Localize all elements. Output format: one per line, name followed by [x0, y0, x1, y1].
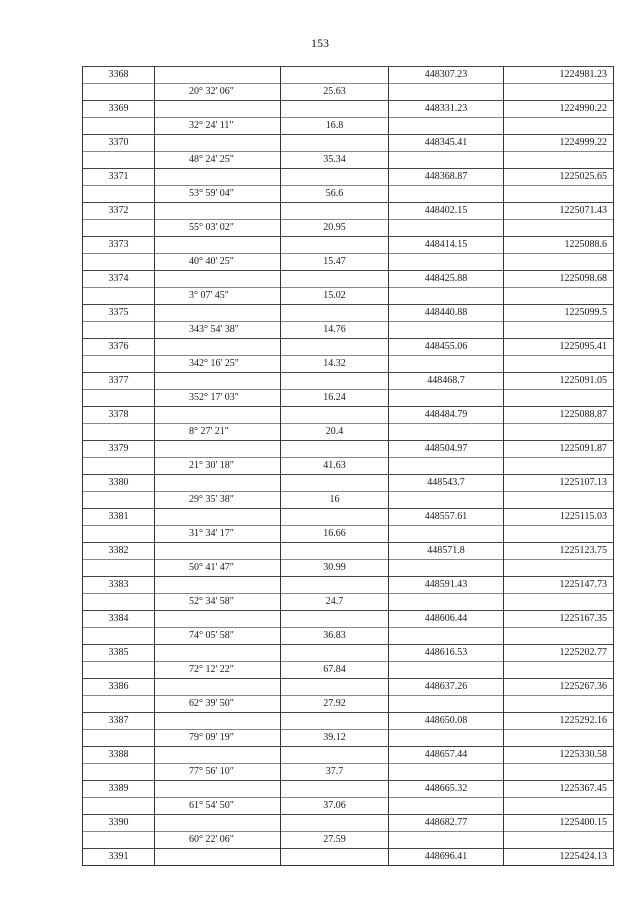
bearing-cell: 79° 09' 19" [155, 730, 281, 747]
x-coordinate-cell: 448414.15 [389, 237, 504, 254]
y-coordinate-cell: 1225330.58 [504, 747, 614, 764]
table-row [83, 526, 614, 543]
empty-cell [504, 798, 614, 815]
empty-cell [281, 475, 389, 492]
empty-cell [155, 611, 281, 628]
distance-cell: 15.47 [281, 254, 389, 271]
bearing-cell: 343° 54' 38" [155, 322, 281, 339]
empty-cell [281, 237, 389, 254]
table-row [83, 339, 614, 356]
empty-cell [155, 339, 281, 356]
x-coordinate-cell: 448637.26 [389, 679, 504, 696]
x-coordinate-cell: 448606.44 [389, 611, 504, 628]
empty-cell [504, 84, 614, 101]
empty-cell [155, 645, 281, 662]
table-row [83, 288, 614, 305]
empty-cell [83, 798, 155, 815]
table-row [83, 560, 614, 577]
y-coordinate-cell: 1225095.41 [504, 339, 614, 356]
distance-cell: 39.12 [281, 730, 389, 747]
distance-cell: 20.95 [281, 220, 389, 237]
empty-cell [389, 186, 504, 203]
table-row [83, 407, 614, 424]
empty-cell [504, 628, 614, 645]
distance-cell: 36.83 [281, 628, 389, 645]
empty-cell [281, 203, 389, 220]
empty-cell [504, 458, 614, 475]
empty-cell [83, 424, 155, 441]
empty-cell [389, 594, 504, 611]
table-row [83, 679, 614, 696]
empty-cell [281, 781, 389, 798]
distance-cell: 14.76 [281, 322, 389, 339]
empty-cell [389, 118, 504, 135]
empty-cell [155, 305, 281, 322]
empty-cell [155, 407, 281, 424]
bearing-cell: 31° 34' 17" [155, 526, 281, 543]
point-number-cell: 3377 [83, 373, 155, 390]
empty-cell [389, 390, 504, 407]
empty-cell [389, 832, 504, 849]
distance-cell: 37.7 [281, 764, 389, 781]
empty-cell [155, 747, 281, 764]
table-row [83, 271, 614, 288]
empty-cell [281, 543, 389, 560]
empty-cell [155, 475, 281, 492]
table-row [83, 730, 614, 747]
y-coordinate-cell: 1225107.13 [504, 475, 614, 492]
table-row [83, 220, 614, 237]
bearing-cell: 8° 27' 21" [155, 424, 281, 441]
table-row [83, 662, 614, 679]
empty-cell [155, 169, 281, 186]
empty-cell [389, 764, 504, 781]
x-coordinate-cell: 448657.44 [389, 747, 504, 764]
table-row [83, 118, 614, 135]
y-coordinate-cell: 1225091.87 [504, 441, 614, 458]
empty-cell [389, 220, 504, 237]
x-coordinate-cell: 448307.23 [389, 67, 504, 84]
empty-cell [504, 220, 614, 237]
distance-cell: 67.84 [281, 662, 389, 679]
empty-cell [155, 679, 281, 696]
table-row [83, 577, 614, 594]
empty-cell [83, 458, 155, 475]
bearing-cell: 3° 07' 45" [155, 288, 281, 305]
empty-cell [281, 407, 389, 424]
empty-cell [504, 832, 614, 849]
empty-cell [83, 84, 155, 101]
y-coordinate-cell: 1224981.23 [504, 67, 614, 84]
empty-cell [281, 645, 389, 662]
x-coordinate-cell: 448665.32 [389, 781, 504, 798]
y-coordinate-cell: 1225147.73 [504, 577, 614, 594]
table-row [83, 713, 614, 730]
table-row [83, 373, 614, 390]
x-coordinate-cell: 448455.06 [389, 339, 504, 356]
bearing-cell: 20° 32' 06" [155, 84, 281, 101]
empty-cell [504, 288, 614, 305]
distance-cell: 16.8 [281, 118, 389, 135]
y-coordinate-cell: 1225267.36 [504, 679, 614, 696]
x-coordinate-cell: 448557.61 [389, 509, 504, 526]
distance-cell: 27.59 [281, 832, 389, 849]
point-number-cell: 3386 [83, 679, 155, 696]
empty-cell [504, 594, 614, 611]
empty-cell [389, 356, 504, 373]
empty-cell [504, 390, 614, 407]
empty-cell [281, 135, 389, 152]
empty-cell [83, 696, 155, 713]
table-row [83, 696, 614, 713]
y-coordinate-cell: 1225088.87 [504, 407, 614, 424]
empty-cell [281, 815, 389, 832]
bearing-cell: 21° 30' 18" [155, 458, 281, 475]
x-coordinate-cell: 448696.41 [389, 849, 504, 866]
table-row [83, 815, 614, 832]
table-row [83, 509, 614, 526]
empty-cell [83, 492, 155, 509]
table-row [83, 441, 614, 458]
x-coordinate-cell: 448571.8 [389, 543, 504, 560]
empty-cell [389, 84, 504, 101]
table-row [83, 781, 614, 798]
empty-cell [83, 254, 155, 271]
table-row [83, 67, 614, 84]
point-number-cell: 3391 [83, 849, 155, 866]
empty-cell [389, 628, 504, 645]
bearing-cell: 55° 03' 02" [155, 220, 281, 237]
bearing-cell: 48° 24' 25" [155, 152, 281, 169]
empty-cell [504, 492, 614, 509]
empty-cell [83, 152, 155, 169]
empty-cell [155, 237, 281, 254]
point-number-cell: 3376 [83, 339, 155, 356]
distance-cell: 14.32 [281, 356, 389, 373]
table-row [83, 458, 614, 475]
point-number-cell: 3370 [83, 135, 155, 152]
point-number-cell: 3389 [83, 781, 155, 798]
empty-cell [281, 679, 389, 696]
distance-cell: 24.7 [281, 594, 389, 611]
bearing-cell: 32° 24' 11" [155, 118, 281, 135]
empty-cell [155, 67, 281, 84]
y-coordinate-cell: 1224990.22 [504, 101, 614, 118]
point-number-cell: 3375 [83, 305, 155, 322]
table-row [83, 492, 614, 509]
bearing-cell: 40° 40' 25" [155, 254, 281, 271]
bearing-cell: 74° 05' 58" [155, 628, 281, 645]
empty-cell [83, 594, 155, 611]
table-row [83, 594, 614, 611]
empty-cell [389, 424, 504, 441]
empty-cell [389, 730, 504, 747]
x-coordinate-cell: 448616.53 [389, 645, 504, 662]
distance-cell: 16 [281, 492, 389, 509]
empty-cell [281, 849, 389, 866]
x-coordinate-cell: 448504.97 [389, 441, 504, 458]
point-number-cell: 3382 [83, 543, 155, 560]
x-coordinate-cell: 448345.41 [389, 135, 504, 152]
table-row [83, 254, 614, 271]
empty-cell [83, 526, 155, 543]
point-number-cell: 3381 [83, 509, 155, 526]
table-row [83, 849, 614, 866]
table-row [83, 135, 614, 152]
empty-cell [389, 288, 504, 305]
empty-cell [155, 271, 281, 288]
point-number-cell: 3383 [83, 577, 155, 594]
empty-cell [281, 611, 389, 628]
empty-cell [281, 441, 389, 458]
empty-cell [281, 577, 389, 594]
table-row [83, 101, 614, 118]
point-number-cell: 3388 [83, 747, 155, 764]
empty-cell [504, 186, 614, 203]
point-number-cell: 3380 [83, 475, 155, 492]
y-coordinate-cell: 1225091.05 [504, 373, 614, 390]
distance-cell: 16.24 [281, 390, 389, 407]
x-coordinate-cell: 448440.88 [389, 305, 504, 322]
table-row [83, 356, 614, 373]
empty-cell [389, 526, 504, 543]
empty-cell [281, 509, 389, 526]
table-row [83, 764, 614, 781]
table-row [83, 424, 614, 441]
y-coordinate-cell: 1225292.16 [504, 713, 614, 730]
x-coordinate-cell: 448331.23 [389, 101, 504, 118]
x-coordinate-cell: 448682.77 [389, 815, 504, 832]
empty-cell [83, 764, 155, 781]
empty-cell [504, 560, 614, 577]
point-number-cell: 3379 [83, 441, 155, 458]
empty-cell [155, 849, 281, 866]
point-number-cell: 3385 [83, 645, 155, 662]
empty-cell [155, 101, 281, 118]
empty-cell [504, 356, 614, 373]
empty-cell [281, 169, 389, 186]
empty-cell [281, 101, 389, 118]
empty-cell [83, 730, 155, 747]
empty-cell [504, 662, 614, 679]
empty-cell [389, 152, 504, 169]
empty-cell [504, 526, 614, 543]
table-row [83, 798, 614, 815]
y-coordinate-cell: 1224999.22 [504, 135, 614, 152]
empty-cell [389, 696, 504, 713]
x-coordinate-cell: 448368.87 [389, 169, 504, 186]
x-coordinate-cell: 448425.88 [389, 271, 504, 288]
point-number-cell: 3390 [83, 815, 155, 832]
bearing-cell: 53° 59' 04" [155, 186, 281, 203]
table-row [83, 747, 614, 764]
point-number-cell: 3374 [83, 271, 155, 288]
y-coordinate-cell: 1225123.75 [504, 543, 614, 560]
table-row [83, 203, 614, 220]
table-row [83, 645, 614, 662]
table-row [83, 475, 614, 492]
empty-cell [389, 492, 504, 509]
empty-cell [83, 560, 155, 577]
empty-cell [155, 577, 281, 594]
distance-cell: 25.63 [281, 84, 389, 101]
bearing-cell: 60° 22' 06" [155, 832, 281, 849]
x-coordinate-cell: 448543.7 [389, 475, 504, 492]
empty-cell [83, 220, 155, 237]
survey-table-body [83, 67, 614, 866]
bearing-cell: 72° 12' 22" [155, 662, 281, 679]
table-row [83, 169, 614, 186]
bearing-cell: 61° 54' 50" [155, 798, 281, 815]
distance-cell: 35.34 [281, 152, 389, 169]
distance-cell: 41.63 [281, 458, 389, 475]
empty-cell [281, 305, 389, 322]
point-number-cell: 3371 [83, 169, 155, 186]
table-row [83, 543, 614, 560]
empty-cell [83, 390, 155, 407]
empty-cell [504, 424, 614, 441]
x-coordinate-cell: 448650.08 [389, 713, 504, 730]
table-row [83, 390, 614, 407]
empty-cell [389, 458, 504, 475]
empty-cell [83, 832, 155, 849]
distance-cell: 27.92 [281, 696, 389, 713]
empty-cell [155, 441, 281, 458]
empty-cell [83, 118, 155, 135]
empty-cell [281, 339, 389, 356]
empty-cell [155, 203, 281, 220]
bearing-cell: 29° 35' 38" [155, 492, 281, 509]
y-coordinate-cell: 1225202.77 [504, 645, 614, 662]
y-coordinate-cell: 1225071.43 [504, 203, 614, 220]
empty-cell [389, 560, 504, 577]
distance-cell: 20.4 [281, 424, 389, 441]
point-number-cell: 3373 [83, 237, 155, 254]
page-number: 153 [311, 36, 329, 50]
y-coordinate-cell: 1225400.15 [504, 815, 614, 832]
bearing-cell: 77° 56' 10" [155, 764, 281, 781]
table-row [83, 322, 614, 339]
y-coordinate-cell: 1225099.5 [504, 305, 614, 322]
y-coordinate-cell: 1225424.13 [504, 849, 614, 866]
empty-cell [504, 152, 614, 169]
empty-cell [281, 271, 389, 288]
empty-cell [281, 67, 389, 84]
empty-cell [504, 118, 614, 135]
distance-cell: 15.02 [281, 288, 389, 305]
y-coordinate-cell: 1225025.65 [504, 169, 614, 186]
empty-cell [155, 135, 281, 152]
x-coordinate-cell: 448484.79 [389, 407, 504, 424]
empty-cell [155, 713, 281, 730]
point-number-cell: 3368 [83, 67, 155, 84]
empty-cell [155, 815, 281, 832]
empty-cell [83, 322, 155, 339]
x-coordinate-cell: 448402.15 [389, 203, 504, 220]
y-coordinate-cell: 1225088.6 [504, 237, 614, 254]
bearing-cell: 342° 16' 25" [155, 356, 281, 373]
empty-cell [83, 628, 155, 645]
empty-cell [155, 543, 281, 560]
x-coordinate-cell: 448591.43 [389, 577, 504, 594]
y-coordinate-cell: 1225098.68 [504, 271, 614, 288]
empty-cell [83, 662, 155, 679]
distance-cell: 16.66 [281, 526, 389, 543]
empty-cell [83, 186, 155, 203]
table-row [83, 152, 614, 169]
empty-cell [281, 373, 389, 390]
table-row [83, 832, 614, 849]
empty-cell [281, 747, 389, 764]
table-row [83, 186, 614, 203]
distance-cell: 30.99 [281, 560, 389, 577]
point-number-cell: 3378 [83, 407, 155, 424]
empty-cell [389, 322, 504, 339]
empty-cell [281, 713, 389, 730]
bearing-cell: 62° 39' 50" [155, 696, 281, 713]
empty-cell [389, 254, 504, 271]
empty-cell [504, 764, 614, 781]
y-coordinate-cell: 1225115.03 [504, 509, 614, 526]
empty-cell [504, 254, 614, 271]
bearing-cell: 50° 41' 47" [155, 560, 281, 577]
empty-cell [389, 798, 504, 815]
distance-cell: 56.6 [281, 186, 389, 203]
empty-cell [504, 696, 614, 713]
empty-cell [155, 373, 281, 390]
table-row [83, 628, 614, 645]
survey-coordinates-table [82, 66, 614, 866]
y-coordinate-cell: 1225367.45 [504, 781, 614, 798]
table-row [83, 305, 614, 322]
empty-cell [83, 356, 155, 373]
x-coordinate-cell: 448468.7 [389, 373, 504, 390]
point-number-cell: 3369 [83, 101, 155, 118]
table-row [83, 611, 614, 628]
point-number-cell: 3384 [83, 611, 155, 628]
empty-cell [155, 509, 281, 526]
y-coordinate-cell: 1225167.35 [504, 611, 614, 628]
point-number-cell: 3387 [83, 713, 155, 730]
point-number-cell: 3372 [83, 203, 155, 220]
bearing-cell: 352° 17' 03" [155, 390, 281, 407]
table-row [83, 237, 614, 254]
distance-cell: 37.06 [281, 798, 389, 815]
empty-cell [504, 322, 614, 339]
empty-cell [155, 781, 281, 798]
table-row [83, 84, 614, 101]
empty-cell [83, 288, 155, 305]
bearing-cell: 52° 34' 58" [155, 594, 281, 611]
empty-cell [504, 730, 614, 747]
empty-cell [389, 662, 504, 679]
